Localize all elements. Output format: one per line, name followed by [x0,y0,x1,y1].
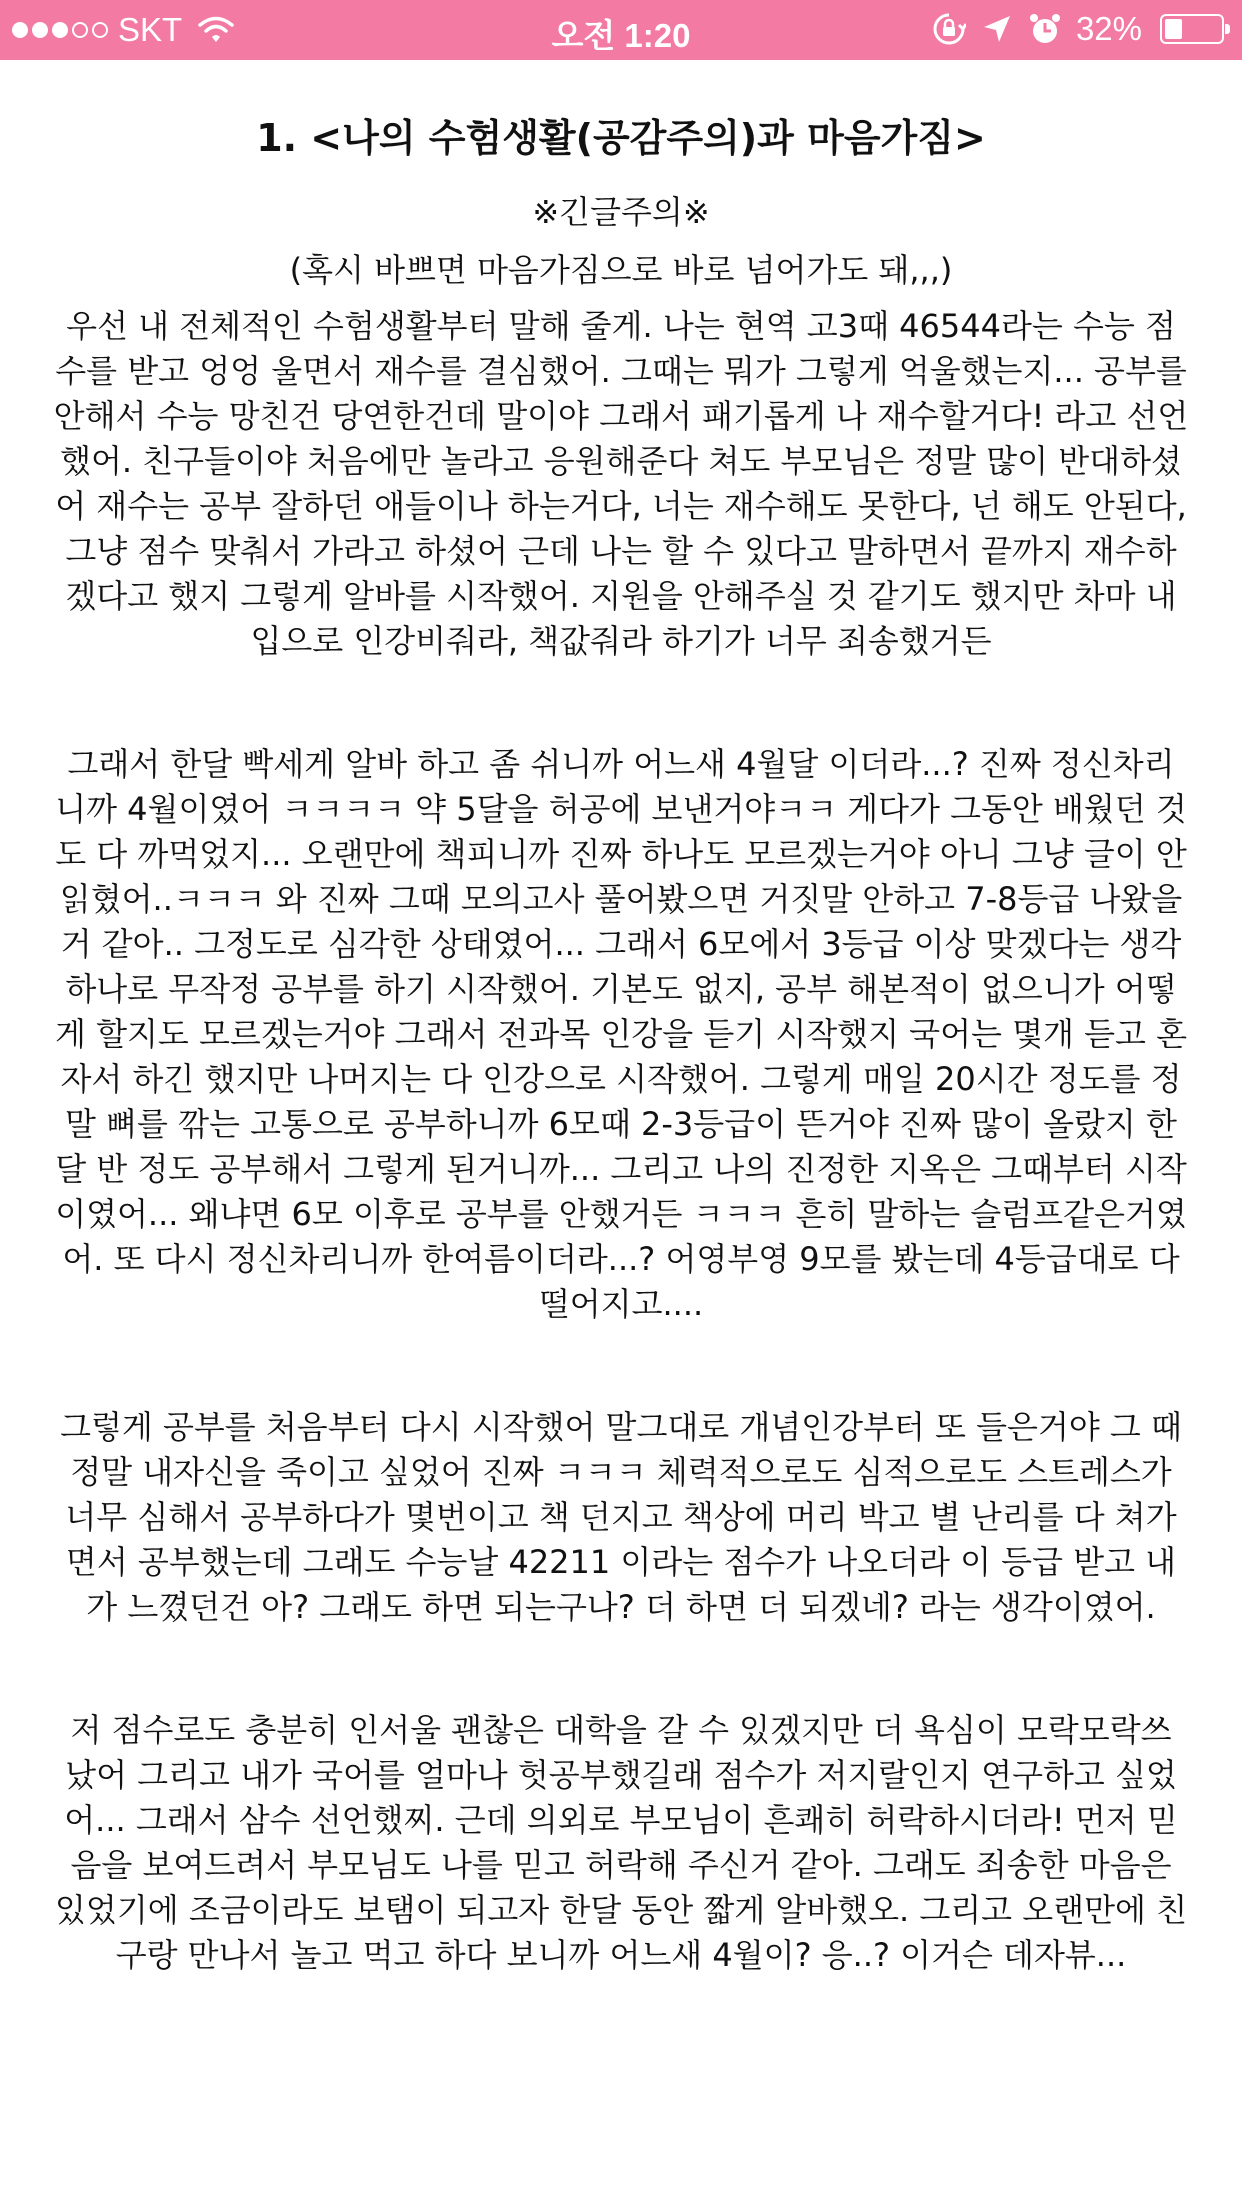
location-arrow-icon [980,12,1014,46]
post-paragraph: 우선 내 전체적인 수험생활부터 말해 줄게. 나는 현역 고3때 46544라는 수능 점수를 받고 엉엉 울면서 재수를 결심했어. 그때는 뭐가 그렇게 억울했는지... 공부를 안해서 수능 망친건 당연한건데 말이야 그래서 패기롭게 나 재수할거다! 라고 선언했어. 친구들이야 처음에만 놀라고 응원해준다 쳐도 부모님은 정말 많이 반대하셨어 재수는 공부 잘하던 애들이나 하는거다, 너는 재수해도 못한다, 넌 해도 안된다, 그냥 점수 맞춰서 가라고 하셨어 근데 나는 할 수 있다고 말하면서 끝까지 재수하겠다고 했지 그렇게 알바를 시작했어. 지원을 안해주실 것 같기도 했지만 차마 내입으로 인강비줘라, 책값줘라 하기가 너무 죄송했거든 [53,307,1189,660]
post-paragraph: 그래서 한달 빡세게 알바 하고 좀 쉬니까 어느새 4월달 이더라...? 진짜 정신차리니까 4월이였어 ㅋㅋㅋㅋ 약 5달을 허공에 보낸거야ㅋㅋ 게다가 그동안 배웠던 것도 다 까먹었지... 오랜만에 책피니까 진짜 하나도 모르겠는거야 아니 그냥 글이 안읽혔어..ㅋㅋㅋ 와 진짜 그때 모의고사 풀어봤으면 거짓말 안하고 7-8등급 나왔을거 같아.. 그정도로 심각한 상태였어... 그래서 6모에서 3등급 이상 맞겠다는 생각하나로 무작정 공부를 하기 시작했어. 기본도 없지, 공부 해본적이 없으니가 어떻게 할지도 모르겠는거야 그래서 전과목 인강을 듣기 시작했지 국어는 몇개 듣고 혼자서 하긴 했지만 나머지는 다 인강으로 시작했어. 그렇게 매일 20시간 정도를 정말 뼈를 깎는 고통으로 공부하니까 6모때 2-3등급이 뜬거야 진짜 많이 올랐지 한달 반 정도 공부해서 그렇게 된거니까... 그리고 나의 진정한 지옥은 그때부터 시작이였어... 왜냐면 6모 이후로 공부를 안했거든 ㅋㅋㅋ 흔히 말하는 슬럼프같은거였어. 또 다시 정신차리니까 한여름이더라...? 어영부영 9모를 봤는데 4등급대로 다떨어지고.... [55,745,1187,1323]
long-post-warning: ※긴글주의※ [532,193,710,231]
post-paragraph: 그렇게 공부를 처음부터 다시 시작했어 말그대로 개념인강부터 또 들은거야 그 때 정말 내자신을 죽이고 싶었어 진짜 ㅋㅋㅋ 체력적으로도 심적으로도 스트레스가 너무 심해서 공부하다가 몇번이고 책 던지고 책상에 머리 박고 별 난리를 다 쳐가면서 공부했는데 그래도 수능날 42211 이라는 점수가 나오더라 이 등급 받고 내가 느꼈던건 아? 그래도 하면 되는구나? 더 하면 더 되겠네? 라는 생각이였어. [60,1408,1182,1626]
status-bar [0,0,1242,60]
skip-note: (혹시 바쁘면 마음가짐으로 바로 넘어가도 돼,,,) [289,251,953,289]
battery-icon [1160,14,1224,44]
post-title: 1. <나의 수험생활(공감주의)과 마음가짐> [256,116,986,160]
alarm-clock-icon [1028,12,1062,46]
battery-percentage: 32% [1075,10,1142,47]
carrier-name: SKT [118,11,183,48]
status-bar-right [932,10,1224,48]
status-time: 오전 1:20 [551,17,691,54]
post-content [52,110,1190,2056]
battery-nub [1225,24,1230,34]
battery-fill [1165,19,1182,39]
rotation-lock-icon [932,12,966,46]
post-paragraph: 저 점수로도 충분히 인서울 괜찮은 대학을 갈 수 있겠지만 더 욕심이 모락모락쓰 났어 그리고 내가 국어를 얼마나 헛공부했길래 점수가 저지랄인지 연구하고 싶었어... 그래서 삼수 선언했찌. 근데 의외로 부모님이 흔쾌히 허락하시더라! 먼저 믿음을 보여드려서 부모님도 나를 믿고 허락해 주신거 같아. 그래도 죄송한 마음은 있었기에 조금이라도 보탬이 되고자 한달 동안 짧게 알바했오. 그리고 오랜만에 친구랑 만나서 놀고 먹고 하다 보니까 어느새 4월이? 응..? 이거슨 데자뷰... [55,1711,1187,1974]
